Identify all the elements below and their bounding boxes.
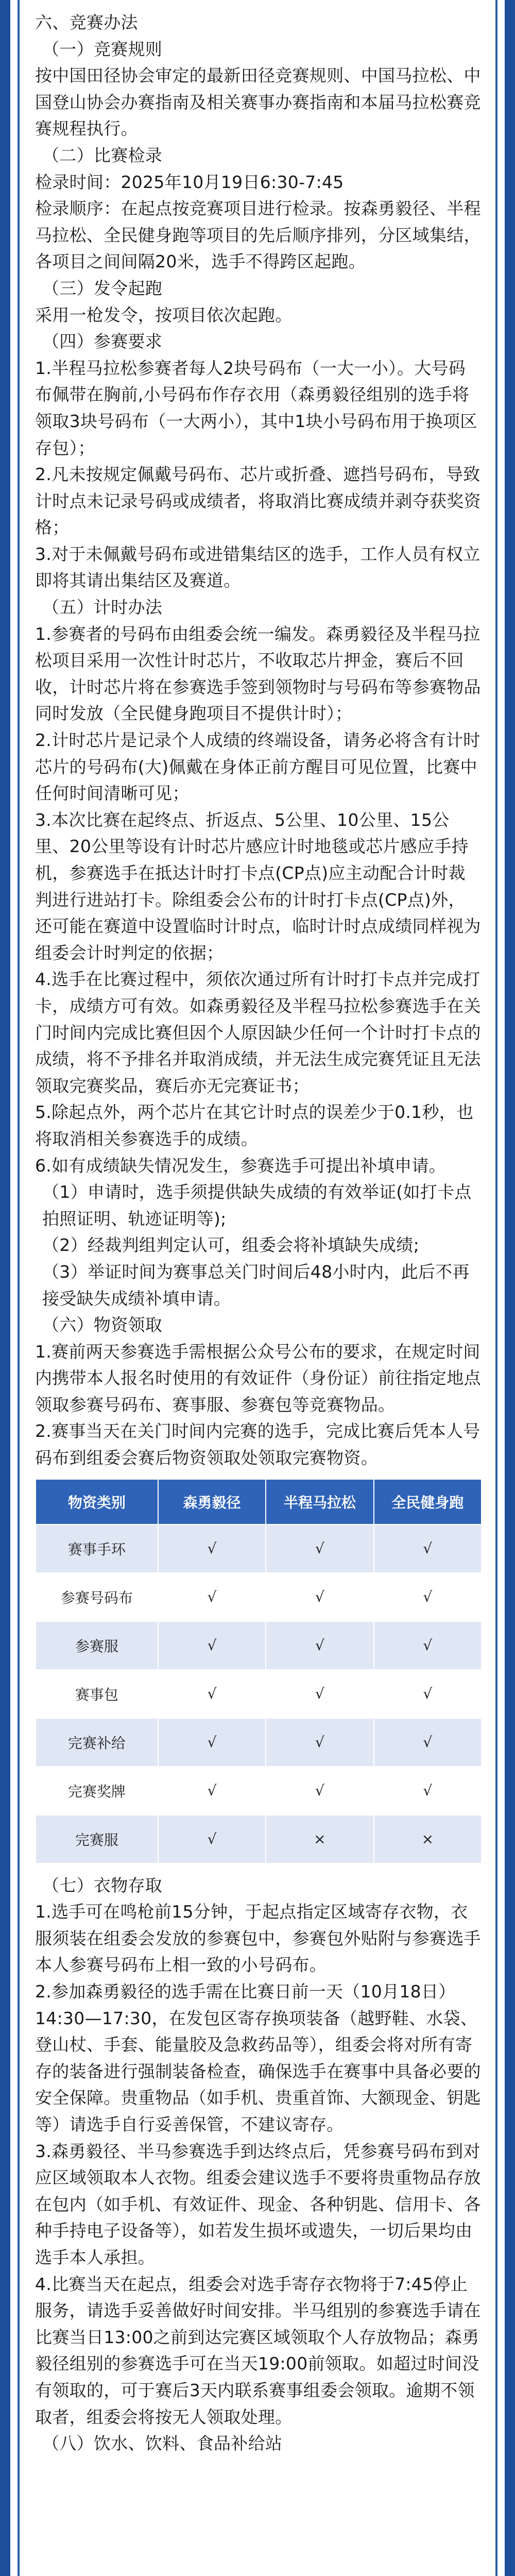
table-cell: 赛事包	[36, 1670, 158, 1718]
table-cell: √	[266, 1621, 373, 1670]
paragraph: 3.对于未佩戴号码布或进错集结区的选手，工作人员有权立即将其请出集结区及赛道。	[35, 544, 480, 591]
paragraph: 检录时间：2025年10月19日6:30-7:45	[35, 172, 344, 192]
right-border-rule	[495, 0, 497, 2576]
left-border-rule	[18, 0, 20, 2576]
paragraph: 1.选手可在鸣枪前15分钟，于起点指定区域寄存衣物，衣服须装在组委会发放的参赛包中，参赛包外贴附与参赛选手本人参赛号码布上相一致的小号码布。	[35, 1902, 481, 1975]
table-header-cell: 半程马拉松	[266, 1479, 373, 1524]
list-item: （2）经裁判组判定认可，组委会将补填缺失成绩;	[42, 1235, 420, 1256]
table-cell: √	[158, 1767, 266, 1815]
document-page	[10, 0, 505, 2576]
paragraph: 2.凡未按规定佩戴号码布、芯片或折叠、遮挡号码布，导致计时点未记录号码或成绩者，将取消比赛成绩并剥夺获奖资格；	[35, 464, 481, 538]
list-item: （3）举证时间为赛事总关门时间后48小时内，此后不再接受缺失成绩补填申请。	[42, 1261, 470, 1309]
table-cell: √	[374, 1524, 482, 1573]
table-cell: √	[158, 1670, 266, 1718]
paragraph: 1.参赛者的号码布由组委会统一编发。森勇毅径及半程马拉松项目采用一次性计时芯片，不收取芯片押金，赛后不回收，计时芯片将在参赛选手签到领物时与号码布等参赛物品同时发放（全民健身跑项目不提供计时）；	[35, 623, 481, 724]
paragraph: 1.赛前两天参赛选手需根据公众号公布的要求，在规定时间内携带本人报名时使用的有效证件（身份证）前往指定地点领取参赛号码布、赛事服、参赛包等竞赛物品。	[35, 1341, 481, 1415]
table-cell: ×	[266, 1815, 373, 1863]
table-cell: √	[266, 1573, 373, 1621]
table-header-cell: 全民健身跑	[374, 1479, 482, 1524]
section-title: 六、竞赛办法	[35, 12, 138, 32]
paragraph: 采用一枪发令，按项目依次起跑。	[35, 304, 293, 325]
table-cell: 参赛号码布	[36, 1573, 158, 1621]
subsection-title-requirements: （四）参赛要求	[42, 331, 163, 352]
table-header-row	[36, 1479, 482, 1524]
paragraph: 3.本次比赛在起终点、折返点、5公里、10公里、15公里、20公里等设有计时芯片感应计时地毯或芯片感应手持机，参赛选手在抵达计时打卡点(CP点)应主动配合计时裁判进行进站打卡。除组委会公布的计时打卡点(CP点)外，还可能在赛道中设置临时计时点，临时计时点成绩同样视为组委会计时判定的依据；	[35, 809, 481, 963]
table-header-cell: 物资类别	[36, 1479, 158, 1524]
table-cell: √	[374, 1621, 482, 1670]
paragraph: 检录顺序：在起点按竞赛项目进行检录。按森勇毅径、半程马拉松、全民健身跑等项目的先后顺序排列，分区域集结，各项目之间间隔20米，选手不得跨区起跑。	[35, 198, 481, 272]
table-cell: √	[158, 1573, 266, 1621]
table-cell: √	[374, 1670, 482, 1718]
paragraph: 1.半程马拉松参赛者每人2块号码布（一大一小）。大号码布佩带在胸前,小号码布作存衣用（森勇毅径组别的选手将领取3块号码布（一大两小），其中1块小号码布用于换项区存包）；	[35, 358, 477, 458]
subsection-title-supplies: （六）物资领取	[42, 1315, 163, 1335]
subsection-title-timing: （五）计时办法	[42, 597, 163, 618]
table-row	[36, 1767, 482, 1815]
table-cell: √	[374, 1573, 482, 1621]
subsection-title-checkin: （二）比赛检录	[42, 145, 163, 165]
table-cell: √	[266, 1718, 373, 1767]
table-cell: √	[158, 1815, 266, 1863]
table-cell: √	[158, 1524, 266, 1573]
table-cell: √	[266, 1524, 373, 1573]
subsection-title-clothing-storage: （七）衣物存取	[42, 1875, 163, 1895]
list-item: （1）申请时，选手须提供缺失成绩的有效举证(如打卡点拍照证明、轨迹证明等);	[42, 1182, 472, 1229]
table-cell: 赛事手环	[36, 1524, 158, 1573]
paragraph: 2.计时芯片是记录个人成绩的终端设备，请务必将含有计时芯片的号码布(大)佩戴在身体正前方醒目可见位置，比赛中任何时间清晰可见；	[35, 730, 480, 804]
table-row	[36, 1670, 482, 1718]
table-cell: √	[158, 1621, 266, 1670]
table-cell: √	[266, 1767, 373, 1815]
table-cell: 参赛服	[36, 1621, 158, 1670]
paragraph: 6.如有成绩缺失情况发生，参赛选手可提出补填申请。	[35, 1155, 446, 1176]
table-cell: √	[374, 1767, 482, 1815]
table-row	[36, 1573, 482, 1621]
table-row	[36, 1815, 482, 1863]
supplies-table	[35, 1479, 482, 1864]
table-row	[36, 1621, 482, 1670]
table-header-cell: 森勇毅径	[158, 1479, 266, 1524]
paragraph: 2.参加森勇毅径的选手需在比赛日前一天（10月18日）14:30—17:30，在发包区寄存换项装备（越野鞋、水袋、登山杖、手套、能量胶及急救药品等），组委会将对所有寄存的装备进行强制装备检查，确保选手在赛事中具备必要的安全保障。贵重物品（如手机、贵重首饰、大额现金、钥匙等）请选手自行妥善保管，不建议寄存。	[35, 1981, 481, 2134]
table-row	[36, 1524, 482, 1573]
subsection-title-aid-stations: （八）饮水、饮料、食品补给站	[42, 2433, 283, 2454]
paragraph: 4.选手在比赛过程中，须依次通过所有计时打卡点并完成打卡，成绩方可有效。如森勇毅径及半程马拉松参赛选手在关门时间内完成比赛但因个人原因缺少任何一个计时打卡点的成绩，将不予排名并取消成绩，并无法生成完赛凭证且无法领取完赛奖品，赛后亦无完赛证书；	[35, 969, 481, 1096]
paragraph: 4.比赛当天在起点，组委会对选手寄存衣物将于7:45停止服务，请选手妥善做好时间安排。半马组别的参赛选手请在比赛当日13:00之前到达完赛区域领取个人存放物品；森勇毅径组别的参赛选手可在当天19:00前领取。如超过时间没有领取的，可于赛后3天内联系赛事组委会领取。逾期不领取者，组委会将按无人领取处理。	[35, 2274, 481, 2427]
table-cell: 完赛奖牌	[36, 1767, 158, 1815]
table-row	[36, 1718, 482, 1767]
table-cell: √	[374, 1718, 482, 1767]
paragraph: 5.除起点外，两个芯片在其它计时点的误差少于0.1秒，也将取消相关参赛选手的成绩。	[35, 1102, 474, 1149]
paragraph: 2.赛事当天在关门时间内完赛的选手，完成比赛后凭本人号码布到组委会赛后物资领取处领取完赛物资。	[35, 1421, 480, 1468]
table-cell: 完赛补给	[36, 1718, 158, 1767]
paragraph: 3.森勇毅径、半马参赛选手到达终点后，凭参赛号码布到对应区域领取本人衣物。组委会建议选手不要将贵重物品存放在包内（如手机、有效证件、现金、各种钥匙、信用卡、各种手持电子设备等），如若发生损坏或遗失，一切后果均由选手本人承担。	[35, 2141, 481, 2267]
table-cell: √	[266, 1670, 373, 1718]
table-cell: 完赛服	[36, 1815, 158, 1863]
subsection-title-start: （三）发令起跑	[42, 278, 163, 298]
subsection-title-rules: （一）竞赛规则	[42, 39, 163, 59]
table-cell: ×	[374, 1815, 482, 1863]
table-cell: √	[158, 1718, 266, 1767]
paragraph: 按中国田径协会审定的最新田径竞赛规则、中国马拉松、中国登山协会办赛指南及相关赛事办赛指南和本届马拉松赛竞赛规程执行。	[35, 65, 481, 139]
